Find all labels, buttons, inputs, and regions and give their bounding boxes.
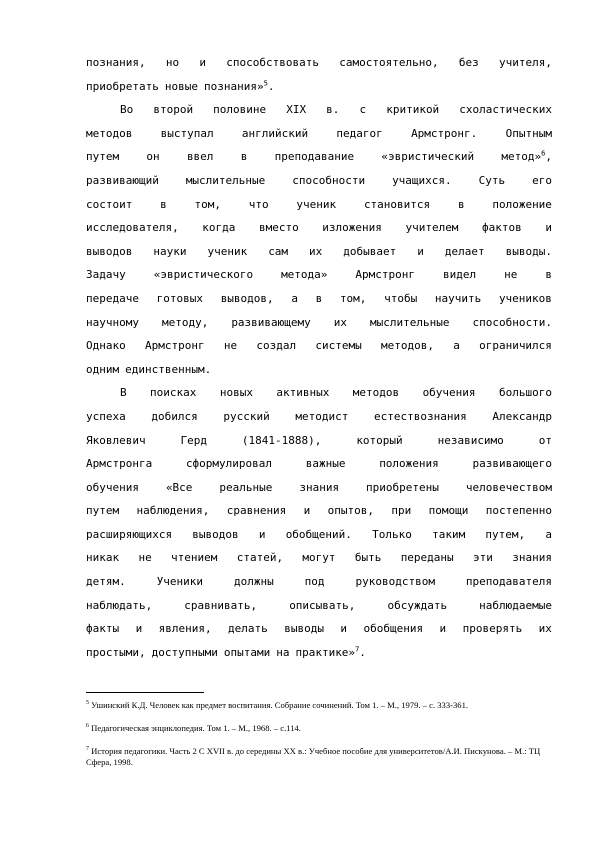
word: большого bbox=[498, 386, 552, 400]
text-line bbox=[86, 499, 552, 523]
word: никак bbox=[86, 551, 120, 565]
word: простыми, bbox=[86, 645, 146, 659]
word bbox=[295, 641, 365, 665]
word: под bbox=[304, 575, 325, 589]
word: видел bbox=[443, 268, 477, 282]
word: мыслительные bbox=[370, 315, 450, 329]
word: не bbox=[223, 339, 238, 353]
text-line bbox=[86, 452, 552, 476]
word: и bbox=[135, 622, 143, 636]
word: описывать, bbox=[289, 598, 356, 612]
word: способствовать bbox=[226, 56, 319, 69]
word: путем bbox=[86, 504, 120, 518]
text-line bbox=[86, 523, 552, 547]
word: (1841-1888), bbox=[241, 433, 322, 447]
word: делать bbox=[228, 622, 268, 636]
word: способности. bbox=[472, 315, 552, 329]
word: методист bbox=[295, 409, 349, 423]
word: методу, bbox=[161, 315, 209, 329]
text-line bbox=[86, 240, 552, 264]
word-text: метод» bbox=[501, 150, 542, 164]
word: приобретены bbox=[366, 480, 439, 494]
word: педагог bbox=[336, 126, 383, 140]
word: Однако bbox=[86, 339, 126, 353]
word: том, bbox=[194, 197, 222, 211]
word: и bbox=[303, 504, 311, 518]
word: ученик bbox=[207, 244, 248, 258]
text-line bbox=[86, 381, 552, 405]
word: который bbox=[356, 433, 403, 447]
text-line bbox=[86, 169, 552, 193]
word: переданы bbox=[400, 551, 454, 565]
word: детям. bbox=[86, 575, 126, 589]
word: сформулировал bbox=[185, 457, 273, 471]
word: опытов, bbox=[327, 504, 375, 518]
word: Армстронга bbox=[86, 457, 153, 471]
footnote-number: 5 bbox=[86, 700, 89, 707]
word: наблюдаемые bbox=[479, 598, 552, 612]
word: сам bbox=[268, 244, 289, 258]
word: Только bbox=[372, 527, 412, 541]
word: готовых bbox=[156, 291, 204, 305]
text-line bbox=[86, 193, 552, 217]
word: исследователя, bbox=[86, 221, 179, 235]
word: учеников bbox=[498, 291, 552, 305]
word: новых bbox=[219, 386, 253, 400]
word: ученик bbox=[296, 197, 337, 211]
word: Во bbox=[120, 103, 134, 117]
word: метода» bbox=[281, 268, 328, 282]
text-line bbox=[86, 546, 552, 570]
word: их bbox=[538, 622, 552, 636]
word: ввел bbox=[186, 150, 214, 164]
word: когда bbox=[202, 221, 236, 235]
word: обобщений. bbox=[285, 527, 352, 541]
word: естествознания bbox=[374, 409, 467, 423]
word: его bbox=[532, 173, 552, 187]
word: мыслительные bbox=[185, 173, 266, 187]
footnotes bbox=[86, 700, 552, 780]
text-line bbox=[86, 405, 552, 429]
word: единственным. bbox=[125, 362, 212, 376]
text-line bbox=[86, 429, 552, 453]
word: факты bbox=[86, 622, 120, 636]
word: но bbox=[165, 56, 180, 69]
punctuation: , bbox=[545, 150, 552, 164]
footnote-text: Ушинский К.Д. Человек как предмет воспитания. Собрание сочинений. Том 1. – М., 1979. – с. 333-361. bbox=[91, 700, 469, 710]
word: активных bbox=[276, 386, 330, 400]
word: английский bbox=[241, 126, 309, 140]
word: выступал bbox=[160, 126, 214, 140]
word: изложения bbox=[322, 221, 382, 235]
word: явления, bbox=[158, 622, 212, 636]
word: том, bbox=[339, 291, 367, 305]
word: расширяющихся bbox=[86, 527, 173, 541]
word: что bbox=[248, 197, 269, 211]
word: второй bbox=[153, 103, 194, 117]
word: новые bbox=[164, 79, 198, 93]
word: и bbox=[545, 221, 552, 235]
word: в bbox=[240, 150, 248, 164]
word: проверять bbox=[462, 622, 523, 636]
footnote-number: 7 bbox=[86, 746, 89, 753]
footnote-number: 6 bbox=[86, 723, 89, 730]
word: «эвристического bbox=[153, 268, 254, 282]
word: Яковлевич bbox=[86, 433, 146, 447]
word bbox=[501, 145, 552, 169]
word: не bbox=[138, 551, 152, 565]
word: их bbox=[333, 315, 348, 329]
text-line bbox=[86, 51, 552, 75]
word: XIX bbox=[286, 103, 307, 117]
footnote-marker: 7 bbox=[355, 645, 360, 654]
word: Герд bbox=[180, 433, 208, 447]
word: должны bbox=[233, 575, 274, 589]
word: самостоятельно, bbox=[339, 56, 439, 69]
word: знания bbox=[299, 480, 340, 494]
text-line bbox=[86, 334, 552, 358]
word: при bbox=[391, 504, 412, 518]
word: Суть bbox=[478, 173, 506, 187]
word: Армстронг bbox=[145, 339, 205, 353]
word: ограничился bbox=[479, 339, 552, 353]
footnote bbox=[86, 700, 552, 711]
word: важные bbox=[305, 457, 346, 471]
punctuation: . bbox=[359, 645, 366, 659]
word: развивающий bbox=[86, 173, 159, 187]
word: в bbox=[545, 268, 552, 282]
word: Александр bbox=[492, 409, 552, 423]
word: в bbox=[160, 197, 167, 211]
word: создал bbox=[256, 339, 297, 353]
word: их bbox=[309, 244, 323, 258]
word: «Все bbox=[165, 480, 193, 494]
word: добывает bbox=[343, 244, 397, 258]
word: успеха bbox=[86, 409, 126, 423]
word: Армстронг. bbox=[411, 126, 478, 140]
footnote-marker: 6 bbox=[541, 149, 546, 158]
word: Опытным bbox=[505, 126, 552, 140]
text-line bbox=[86, 145, 552, 169]
word: обобщения bbox=[363, 622, 424, 636]
word: науки bbox=[153, 244, 187, 258]
word bbox=[204, 75, 274, 99]
word: а bbox=[545, 527, 552, 541]
word: он bbox=[146, 150, 160, 164]
footnote-marker: 5 bbox=[263, 78, 268, 87]
word: постепенно bbox=[485, 504, 552, 518]
word: Армстронг bbox=[355, 268, 416, 282]
text-line bbox=[86, 287, 552, 311]
word: одним bbox=[86, 362, 120, 376]
word: обучения bbox=[86, 480, 139, 494]
word: передаче bbox=[86, 291, 139, 305]
word: выводы bbox=[284, 622, 324, 636]
body-text bbox=[86, 51, 552, 664]
word: в. bbox=[326, 103, 340, 117]
word: состоит bbox=[86, 197, 133, 211]
text-line bbox=[86, 617, 552, 641]
word: от bbox=[538, 433, 552, 447]
word: научному bbox=[86, 315, 139, 329]
word: и bbox=[258, 527, 266, 541]
word: человечеством bbox=[465, 480, 552, 494]
word: таким bbox=[432, 527, 466, 541]
word: наблюдения, bbox=[136, 504, 210, 518]
word: и bbox=[199, 56, 207, 69]
word: эти bbox=[473, 551, 493, 565]
word: выводов bbox=[192, 527, 239, 541]
word: фактов bbox=[482, 221, 522, 235]
word: учащихся. bbox=[392, 173, 452, 187]
word: половине bbox=[213, 103, 267, 117]
text-line bbox=[86, 570, 552, 594]
word: способности bbox=[292, 173, 366, 187]
word: знания bbox=[512, 551, 552, 565]
word: методов bbox=[352, 386, 400, 400]
word: доступными bbox=[151, 645, 218, 659]
text-line bbox=[86, 311, 552, 335]
word: схоластических bbox=[459, 103, 552, 117]
word: преподавателя bbox=[465, 575, 552, 589]
word: чтобы bbox=[384, 291, 418, 305]
word: В bbox=[120, 386, 127, 400]
text-line bbox=[86, 122, 552, 146]
word: могут bbox=[302, 551, 336, 565]
text-line bbox=[86, 641, 552, 665]
word: добился bbox=[151, 409, 198, 423]
word: чтением bbox=[171, 551, 218, 565]
word: наблюдать, bbox=[86, 598, 153, 612]
word: а bbox=[291, 291, 298, 305]
word: учителя, bbox=[499, 56, 552, 69]
word: «эвристический bbox=[381, 150, 475, 164]
word: становится bbox=[363, 197, 431, 211]
text-line bbox=[86, 75, 552, 99]
word: делает bbox=[444, 244, 485, 258]
word: независимо bbox=[437, 433, 504, 447]
word: руководством bbox=[355, 575, 435, 589]
word: Ученики bbox=[156, 575, 204, 589]
text-line bbox=[86, 98, 552, 122]
word-text: практике» bbox=[295, 645, 356, 659]
word: обучения bbox=[422, 386, 476, 400]
footnote bbox=[86, 723, 552, 734]
word: развивающего bbox=[472, 457, 552, 471]
word: критикой bbox=[386, 103, 440, 117]
footnote-separator bbox=[86, 692, 204, 693]
word: и bbox=[439, 622, 447, 636]
text-line bbox=[86, 263, 552, 287]
footnote bbox=[86, 746, 552, 768]
word: выводов bbox=[86, 244, 133, 258]
word: без bbox=[458, 56, 479, 69]
text-line bbox=[86, 358, 552, 382]
punctuation: . bbox=[267, 79, 275, 93]
word: поисках bbox=[150, 386, 197, 400]
word: путем bbox=[86, 150, 120, 164]
word: статей, bbox=[236, 551, 284, 565]
word: положения bbox=[379, 457, 439, 471]
word: системы bbox=[315, 339, 362, 353]
word: на bbox=[276, 645, 290, 659]
word: и bbox=[340, 622, 348, 636]
word: обсуждать bbox=[387, 598, 448, 612]
word: и bbox=[417, 244, 424, 258]
word: а bbox=[453, 339, 460, 353]
word: преподавание bbox=[274, 150, 355, 164]
word: выводов, bbox=[220, 291, 274, 305]
text-line bbox=[86, 216, 552, 240]
word: вместо bbox=[258, 221, 299, 235]
word: опытами bbox=[223, 645, 271, 659]
word: выводы. bbox=[505, 244, 552, 258]
word: приобретать bbox=[86, 79, 159, 93]
word: не bbox=[504, 268, 518, 282]
footnote-text: История педагогики. Часть 2 С XVII в. до середины XX в.: Учебное пособие для университетов/А.И. Пискунова. – М.: ТЦ Сфера, 1998. bbox=[86, 746, 541, 767]
word: развивающему bbox=[231, 315, 311, 329]
footnote-text: Педагогическая энциклопедия. Том 1. – М., 1968. – с.114. bbox=[91, 723, 301, 733]
word: в bbox=[315, 291, 323, 305]
word: учителем bbox=[405, 221, 459, 235]
word: сравнивать, bbox=[184, 598, 258, 612]
word: научить bbox=[434, 291, 482, 305]
word: методов, bbox=[380, 339, 434, 353]
word: помощи bbox=[428, 504, 469, 518]
word: познания, bbox=[86, 56, 146, 69]
word: быть bbox=[354, 551, 382, 565]
word: положение bbox=[492, 197, 552, 211]
text-line bbox=[86, 476, 552, 500]
word: в bbox=[457, 197, 465, 211]
word: методов bbox=[86, 126, 133, 140]
word: Задачу bbox=[86, 268, 126, 282]
word: сравнения bbox=[226, 504, 287, 518]
word: реальные bbox=[219, 480, 273, 494]
text-line bbox=[86, 594, 552, 618]
word: с bbox=[359, 103, 367, 117]
word: путем, bbox=[485, 527, 526, 541]
word: русский bbox=[223, 409, 270, 423]
word-text: познания» bbox=[203, 79, 264, 93]
